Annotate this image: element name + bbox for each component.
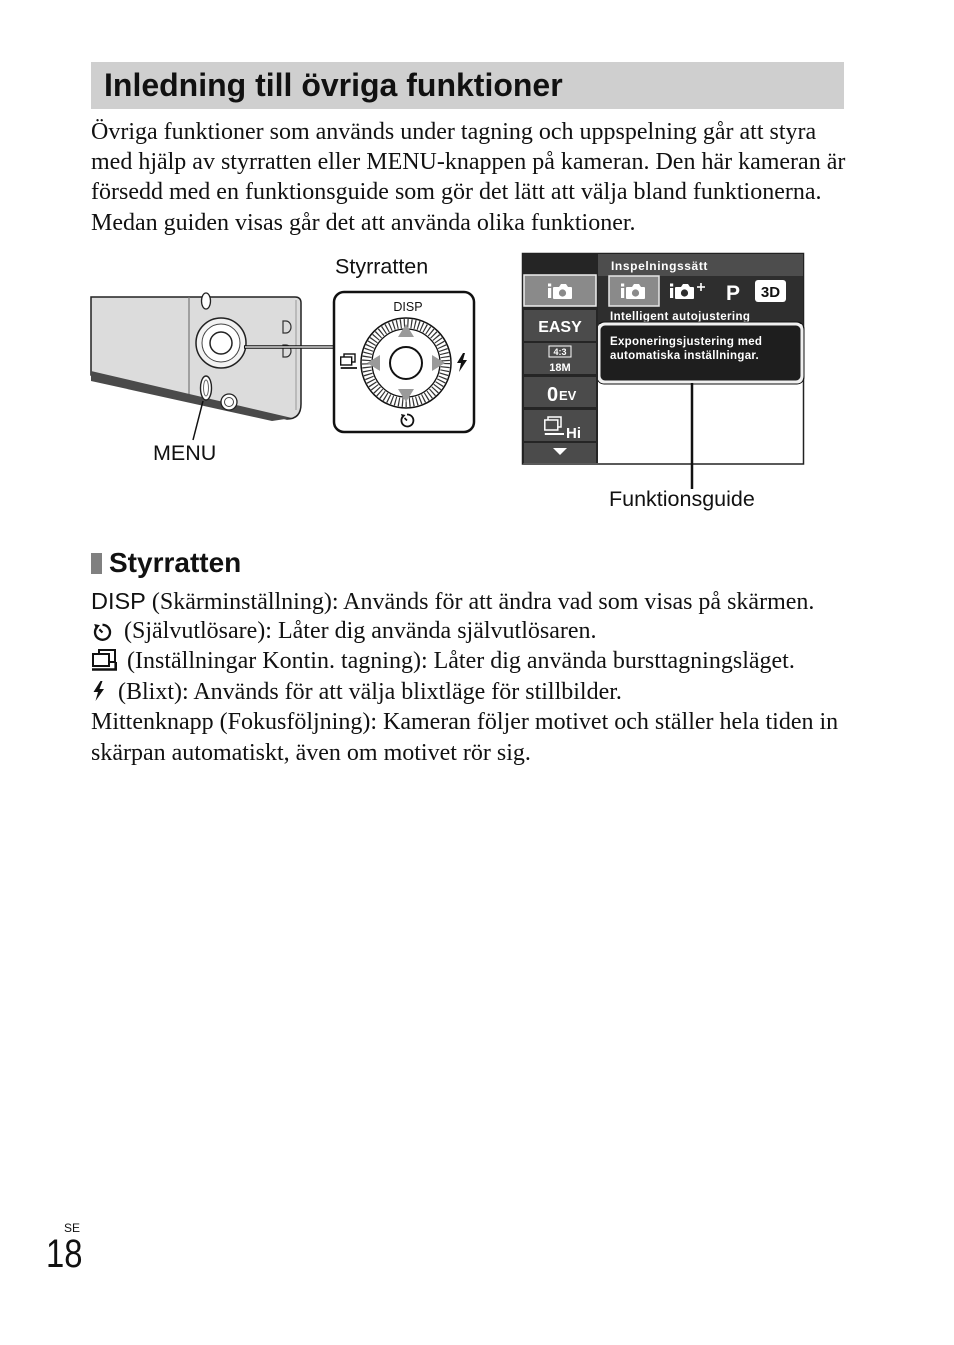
page-number: 18 [46, 1232, 83, 1276]
language-code: SE [64, 1221, 81, 1235]
section-heading: Styrratten [109, 547, 242, 579]
camera-playback-button [221, 394, 237, 410]
program-mode: P [726, 282, 741, 305]
function-guide-label: Funktionsguide [609, 487, 755, 511]
easy-mode-label: EASY [538, 319, 582, 336]
burst-description [91, 646, 838, 676]
wheel-center-button [390, 347, 422, 379]
disp-text: (Skärminställning): Används för att ändra vad som visas på skärmen. [151, 588, 815, 615]
self-timer-icon [91, 621, 114, 641]
menu-item [524, 410, 596, 441]
control-wheel-label: Styrratten [335, 254, 429, 279]
disp-key: DISP [91, 587, 146, 614]
3d-mode: 3D [760, 284, 781, 301]
title-bar [91, 62, 844, 109]
flash-text: (Blixt): Används för att välja blixtläge för stillbilder. [118, 678, 622, 705]
recording-mode-title: Inspelningssätt [611, 259, 709, 273]
function-guide-text: Exponeringsjustering med [610, 336, 763, 348]
intro-line: Medan guiden visas går det att använda olika funktioner. [91, 209, 636, 236]
intro-paragraph [91, 117, 845, 239]
self-timer-text: (Självutlösare): Låter dig använda självutlösaren. [124, 618, 597, 645]
ev-value: 0 [547, 384, 559, 406]
disp-label: DISP [393, 300, 423, 314]
function-guide-text: automatiska inställningar. [610, 350, 760, 362]
menu-label: MENU [153, 441, 217, 465]
mode-caption: Intelligent autojustering [610, 311, 751, 323]
menu-callout-line [193, 401, 203, 440]
image-size-label: 18M [549, 362, 571, 374]
camera-illustration [91, 293, 301, 421]
control-wheel-descriptions [91, 586, 838, 768]
intro-line: med hjälp av styrratten eller MENU-knappen på kameran. Den här kameran är [91, 148, 846, 175]
lcd-screen [523, 254, 805, 465]
aspect-ratio-label: 4:3 [553, 347, 567, 357]
camera-wheel-center [210, 332, 232, 354]
section-bullet [91, 553, 102, 574]
disp-description [91, 586, 838, 616]
intro-line: försedd med en funktionsguide som gör det lätt att välja bland funktionerna. [91, 179, 822, 206]
self-timer-description [91, 616, 838, 646]
burst-text: (Inställningar Kontin. tagning): Låter dig använda bursttagningsläget. [127, 648, 795, 675]
center-button-description: Mittenknapp (Fokusföljning): Kameran följer motivet och ställer hela tiden in [91, 709, 839, 736]
flash-description [91, 677, 838, 707]
burst-icon [91, 649, 118, 671]
flash-icon [91, 681, 106, 701]
camera-top-button [202, 293, 211, 309]
burst-speed-label: Hi [566, 425, 581, 442]
page-title: Inledning till övriga funktioner [104, 67, 563, 103]
center-button-description: skärpan automatiskt, även om motivet rör sig. [91, 739, 531, 766]
control-wheel-detail [334, 292, 474, 432]
function-overview-figure [0, 240, 954, 530]
intro-line: Övriga funktioner som används under tagning och uppspelning går att styra [91, 118, 817, 145]
ev-unit: EV [559, 388, 577, 403]
